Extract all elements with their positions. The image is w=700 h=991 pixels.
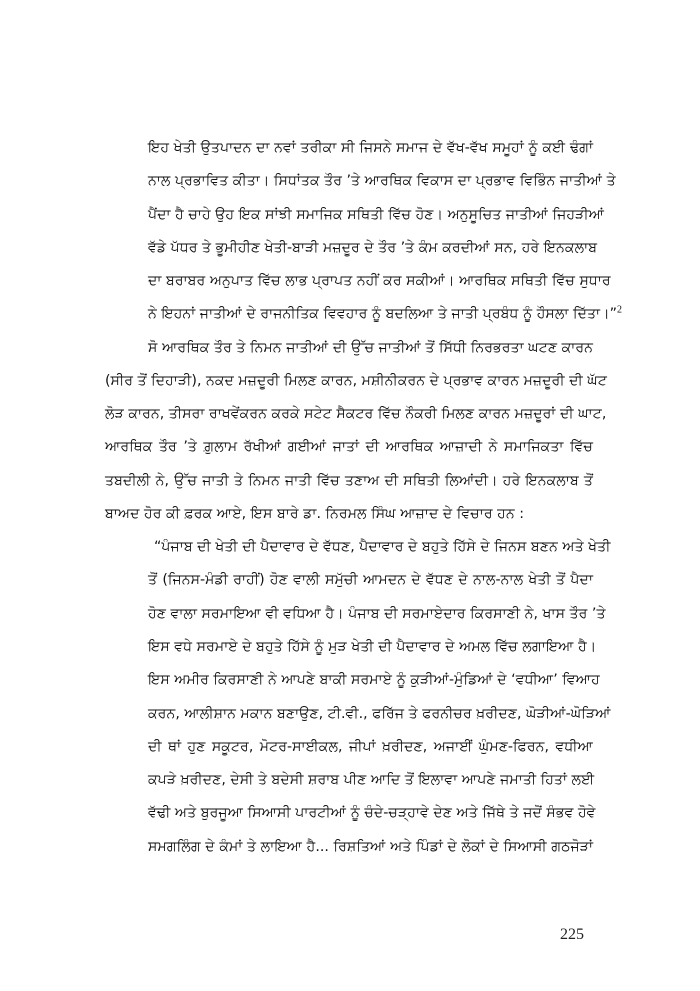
text-line: ਆਰਥਿਕ ਤੌਰ ’ਤੇ ਗ਼ੁਲਾਮ ਰੱਖੀਆਂ ਗਈਆਂ ਜਾਤਾਂ ਦੀ ਆਰਥਿਕ ਆਜ਼ਾਦੀ ਨੇ ਸਮਾਜਿਕਤਾ ਵਿੱਚ bbox=[105, 439, 593, 456]
text-line: ਇਸ ਅਮੀਰ ਕਿਰਸਾਣੀ ਨੇ ਆਪਣੇ ਬਾਕੀ ਸਰਮਾਏ ਨੂੰ ਕੁੜੀਆਂ-ਮੁੰਡਿਆਂ ਦੇ ‘ਵਧੀਆ’ ਵਿਆਹ bbox=[148, 672, 600, 689]
text-line: ਨਾਲ ਪ੍ਰਭਾਵਿਤ ਕੀਤਾ। ਸਿਧਾਂਤਕ ਤੌਰ ’ਤੇ ਆਰਥਿਕ ਵਿਕਾਸ ਦਾ ਪ੍ਰਭਾਵ ਵਿਭਿੰਨ ਜਾਤੀਆਂ ਤੇ bbox=[148, 173, 616, 190]
text-line: “ਪੰਜਾਬ ਦੀ ਖੇਤੀ ਦੀ ਪੈਦਾਵਾਰ ਦੇ ਵੱਧਣ, ਪੈਦਾਵਾਰ ਦੇ ਬਹੁਤੇ ਹਿੱਸੇ ਦੇ ਜਿਨਸ ਬਣਨ ਅਤੇ ਖੇਤੀ bbox=[154, 539, 611, 556]
text-line: ਬਾਅਦ ਹੋਰ ਕੀ ਫ਼ਰਕ ਆਏ, ਇਸ ਬਾਰੇ ਡਾ. ਨਿਰਮਲ ਸਿੰਘ ਆਜ਼ਾਦ ਦੇ ਵਿਚਾਰ ਹਨ : bbox=[105, 505, 525, 522]
text-line: ਸਮਗਲਿੰਗ ਦੇ ਕੰਮਾਂ ਤੇ ਲਾਇਆ ਹੈ... ਰਿਸ਼ਤਿਆਂ ਅਤੇ ਪਿੰਡਾਂ ਦੇ ਲੋਕਾਂ ਦੇ ਸਿਆਸੀ ਗਠਜੋੜਾਂ bbox=[148, 838, 593, 855]
text-line: ਇਸ ਵਧੇ ਸਰਮਾਏ ਦੇ ਬਹੁਤੇ ਹਿੱਸੇ ਨੂੰ ਮੁੜ ਖੇਤੀ ਦੀ ਪੈਦਾਵਾਰ ਦੇ ਅਮਲ ਵਿੱਚ ਲਗਾਇਆ ਹੈ। bbox=[148, 638, 597, 655]
text-line-content: ਨੇ ਇਹਨਾਂ ਜਾਤੀਆਂ ਦੇ ਰਾਜਨੀਤਿਕ ਵਿਵਹਾਰ ਨੂੰ ਬਦਲਿਆ ਤੇ ਜਾਤੀ ਪ੍ਰਬੰਧ ਨੂੰ ਹੌਸਲਾ ਦਿੱਤਾ।” bbox=[148, 306, 618, 323]
text-line: ਵੱਡੇ ਪੱਧਰ ਤੇ ਭੂਮੀਹੀਣ ਖੇਤੀ-ਬਾੜੀ ਮਜ਼ਦੂਰ ਦੇ ਤੌਰ ’ਤੇ ਕੰਮ ਕਰਦੀਆਂ ਸਨ, ਹਰੇ ਇਨਕਲਾਬ bbox=[148, 239, 598, 256]
page-body bbox=[105, 132, 623, 864]
body-paragraph bbox=[105, 332, 607, 532]
text-line bbox=[148, 298, 623, 331]
text-line: ਕਪੜੇ ਖ਼ਰੀਦਣ, ਦੇਸੀ ਤੇ ਬਦੇਸੀ ਸ਼ਰਾਬ ਪੀਣ ਆਦਿ ਤੋਂ ਇਲਾਵਾ ਆਪਣੇ ਜਮਾਤੀ ਹਿਤਾਂ ਲਈ bbox=[148, 772, 595, 789]
text-line: ਹੋਣ ਵਾਲਾ ਸਰਮਾਇਆ ਵੀ ਵਧਿਆ ਹੈ। ਪੰਜਾਬ ਦੀ ਸਰਮਾਏਦਾਰ ਕਿਰਸਾਣੀ ਨੇ, ਖਾਸ ਤੌਰ ’ਤੇ bbox=[148, 605, 606, 622]
text-line: ਵੱਢੀ ਅਤੇ ਬੁਰਜੂਆ ਸਿਆਸੀ ਪਾਰਟੀਆਂ ਨੂੰ ਚੰਦੇ-ਚੜ੍ਹਾਵੇ ਦੇਣ ਅਤੇ ਜਿੱਥੇ ਤੇ ਜਦੋਂ ਸੰਭਵ ਹੋਵੇ bbox=[148, 805, 596, 822]
text-line: ਸੋ ਆਰਥਿਕ ਤੌਰ ਤੇ ਨਿਮਨ ਜਾਤੀਆਂ ਦੀ ਉੱਚ ਜਾਤੀਆਂ ਤੋਂ ਸਿੱਧੀ ਨਿਰਭਰਤਾ ਘਟਣ ਕਾਰਨ bbox=[148, 339, 593, 356]
text-line: (ਸੀਰ ਤੋਂ ਦਿਹਾੜੀ), ਨਕਦ ਮਜ਼ਦੂਰੀ ਮਿਲਣ ਕਾਰਨ, ਮਸ਼ੀਨੀਕਰਨ ਦੇ ਪ੍ਰਭਾਵ ਕਾਰਨ ਮਜ਼ਦੂਰੀ ਦੀ ਘੱਟ bbox=[105, 372, 607, 389]
quote-continuation-paragraph bbox=[105, 132, 623, 332]
text-line: ਇਹ ਖੇਤੀ ਉਤਪਾਦਨ ਦਾ ਨਵਾਂ ਤਰੀਕਾ ਸੀ ਜਿਸਨੇ ਸਮਾਜ ਦੇ ਵੱਖ-ਵੱਖ ਸਮੂਹਾਂ ਨੂੰ ਕਈ ਢੰਗਾਂ bbox=[148, 140, 593, 156]
text-line: ਪੈਂਦਾ ਹੈ ਚਾਹੇ ਉਹ ਇਕ ਸਾਂਝੀ ਸਮਾਜਿਕ ਸਥਿਤੀ ਵਿੱਚ ਹੋਣ। ਅਨੁਸੂਚਿਤ ਜਾਤੀਆਂ ਜਿਹੜੀਆਂ bbox=[148, 206, 605, 223]
text-line: ਲੋੜ ਕਾਰਨ, ਤੀਸਰਾ ਰਾਖਵੇਂਕਰਨ ਕਰਕੇ ਸਟੇਟ ਸੈਕਟਰ ਵਿੱਚ ਨੌਕਰੀ ਮਿਲਣ ਕਾਰਨ ਮਜ਼ਦੂਰਾਂ ਦੀ ਘਾਟ, bbox=[105, 406, 607, 423]
text-line: ਕਰਨ, ਆਲੀਸ਼ਾਨ ਮਕਾਨ ਬਣਾਉਣ, ਟੀ.ਵੀ., ਫਰਿੱਜ ਤੇ ਫਰਨੀਚਰ ਖ਼ਰੀਦਣ, ਘੋੜੀਆਂ-ਘੋੜਿਆਂ bbox=[148, 705, 611, 722]
text-line: ਦੀ ਥਾਂ ਹੁਣ ਸਕੂਟਰ, ਮੋਟਰ-ਸਾਈਕਲ, ਜੀਪਾਂ ਖ਼ਰੀਦਣ, ਅਜਾਈਂ ਘੁੰਮਣ-ਫਿਰਨ, ਵਧੀਆ bbox=[148, 738, 593, 755]
block-quote bbox=[105, 531, 611, 864]
text-line: ਤਬਦੀਲੀ ਨੇ, ਉੱਚ ਜਾਤੀ ਤੇ ਨਿਮਨ ਜਾਤੀ ਵਿੱਚ ਤਣਾਅ ਦੀ ਸਥਿਤੀ ਲਿਆਂਦੀ। ਹਰੇ ਇਨਕਲਾਬ ਤੋਂ bbox=[105, 472, 593, 489]
text-line: ਦਾ ਬਰਾਬਰ ਅਨੁਪਾਤ ਵਿੱਚ ਲਾਭ ਪ੍ਰਾਪਤ ਨਹੀਂ ਕਰ ਸਕੀਆਂ। ਆਰਥਿਕ ਸਥਿਤੀ ਵਿੱਚ ਸੁਧਾਰ bbox=[148, 273, 611, 290]
footnote-ref[interactable]: 2 bbox=[617, 304, 623, 316]
text-line: ਤੋਂ (ਜਿਨਸ-ਮੰਡੀ ਰਾਹੀਂ) ਹੋਣ ਵਾਲੀ ਸਮੁੱਚੀ ਆਮਦਨ ਦੇ ਵੱਧਣ ਦੇ ਨਾਲ-ਨਾਲ ਖੇਤੀ ਤੋਂ ਪੈਦਾ bbox=[148, 572, 593, 589]
page-number: 225 bbox=[560, 926, 584, 943]
